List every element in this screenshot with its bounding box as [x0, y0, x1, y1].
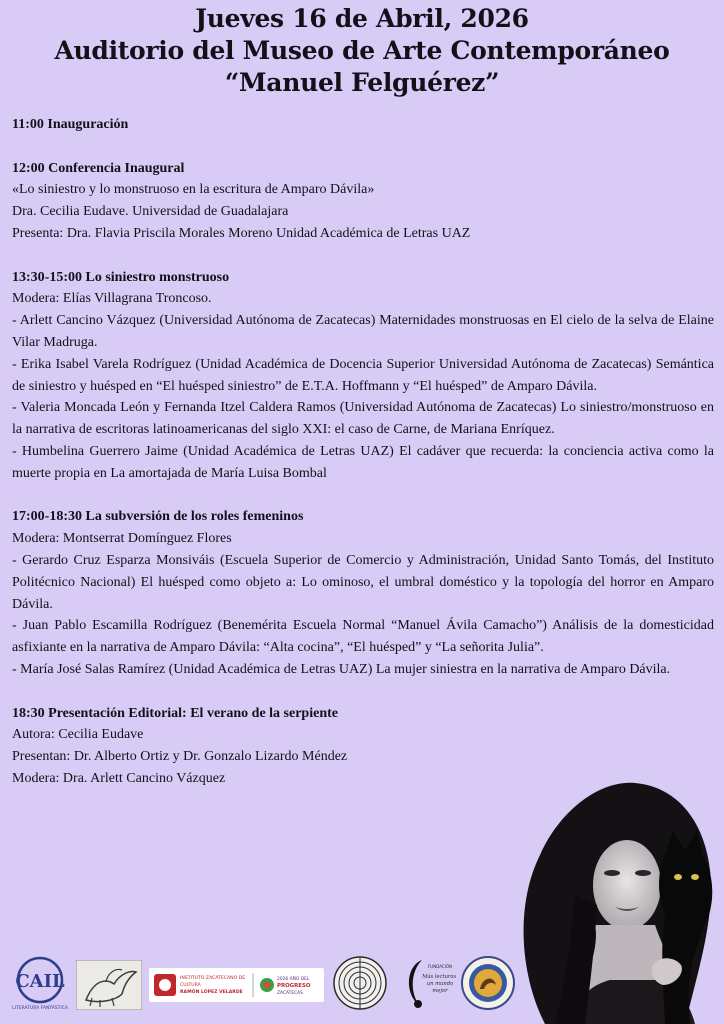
university-seal-logo [460, 955, 516, 1011]
program-section-subversion [12, 506, 714, 680]
literatura-caption: LITERATURA FANTÁSTICA [12, 1006, 68, 1011]
instituto-zacatecano-logo [149, 968, 324, 1002]
instituto-line2: CULTURA [180, 983, 201, 988]
labyrinth-logo [332, 955, 388, 1011]
fundacion-line4: mejor [432, 988, 448, 994]
instituto-line1: INSTITUTO ZACATECANO DE [180, 976, 246, 981]
section-title: 11:00 Inauguración [12, 117, 129, 132]
event-venue: Auditorio del Museo de Arte Contemporáneo [54, 36, 670, 65]
program [12, 114, 714, 812]
literatura-fantastica-logo [8, 956, 72, 1012]
instituto-line3: RAMÓN LÓPEZ VELARDE [180, 990, 243, 995]
program-line: Modera: Montserrat Domínguez Flores [12, 531, 232, 547]
author-portrait [515, 775, 724, 1024]
program-line: Autora: Cecilia Eudave [12, 727, 144, 743]
literatura-mark: CAIL [15, 971, 65, 992]
fundacion-line1: FUNDACIÓN [427, 964, 453, 969]
progreso-line1: 2026 AÑO DEL [277, 977, 310, 982]
pegasus-logo [76, 960, 142, 1010]
program-line: - María José Salas Ramírez (Unidad Académica de Letras UAZ) La mujer siniestra en la narrativa de Amparo Dávila. [12, 661, 671, 677]
event-header [0, 0, 724, 99]
section-title: 17:00-18:30 La subversión de los roles femeninos [12, 509, 304, 525]
section-title: 12:00 Conferencia Inaugural [12, 160, 185, 176]
fundacion-line2: Más lecturas, [422, 974, 456, 980]
program-line: Presentan: Dr. Alberto Ortiz y Dr. Gonzalo Lizardo Méndez [12, 749, 348, 765]
sponsor-logos [8, 950, 518, 1016]
section-title: 18:30 Presentación Editorial: El verano de la serpiente [12, 705, 338, 721]
progreso-line3: ZACATECAS [277, 991, 303, 996]
program-section-inauguracion [12, 114, 714, 136]
program-line: Modera: Elías Villagrana Troncoso. [12, 291, 212, 307]
section-title: 13:30-15:00 Lo siniestro monstruoso [12, 269, 230, 285]
program-line: - Arlett Cancino Vázquez (Universidad Autónoma de Zacatecas) Maternidades monstruosas en El cielo de la selva de Elaine Vilar Madruga. [12, 313, 714, 350]
program-line: - Humbelina Guerrero Jaime (Unidad Académica de Letras UAZ) El cadáver que recuerda: la conciencia activa como la muerte propia en La amortajada de María Luisa Bombal [12, 443, 714, 481]
event-date: Jueves 16 de Abril, 2026 [195, 4, 529, 33]
program-line: - Erika Isabel Varela Rodríguez (Unidad Académica de Docencia Superior Universidad Autónoma de Zacatecas) Semántica de siniestro y huésped en “El huésped siniestro” de E.T.A. Hoffmann y “El huésped” de Amparo Dávila. [12, 356, 714, 394]
program-section-conferencia [12, 158, 714, 245]
program-line: - Juan Pablo Escamilla Rodríguez (Benemérita Escuela Normal “Manuel Ávila Camacho”) Análisis de la domesticidad asfixiante en la narrativa de Amparo Dávila: “Alta cocina”, “El huésped” y “La señorita Julia”. [12, 618, 714, 656]
program-line: Presenta: Dra. Flavia Priscila Morales Moreno Unidad Académica de Letras UAZ [12, 225, 471, 241]
program-line: «Lo siniestro y lo monstruoso en la escritura de Amparo Dávila» [12, 182, 375, 198]
program-line: Dra. Cecilia Eudave. Universidad de Guadalajara [12, 204, 289, 220]
fundacion-logo [400, 954, 456, 1012]
event-venue-name: “Manuel Felguérez” [224, 68, 500, 97]
program-line: - Gerardo Cruz Esparza Monsiváis (Escuela Superior de Comercio y Administración, Unidad Santo Tomás, del Instituto Politécnico Nacional) El huésped como objeto a: Lo ominoso, el umbral doméstico y la topología del horror en Amparo Dávila. [12, 552, 714, 612]
fundacion-line3: un mundo [426, 981, 454, 987]
program-line: Modera: Dra. Arlett Cancino Vázquez [12, 770, 226, 786]
program-line: - Valeria Moncada León y Fernanda Itzel Caldera Ramos (Universidad Autónoma de Zacatecas) Lo siniestro/monstruoso en la narrativa de escritoras latinoamericanas del siglo XXI: el caso de Carne, de Mariana Enríquez. [12, 400, 714, 438]
progreso-line2: PROGRESO [277, 983, 311, 989]
program-section-siniestro [12, 267, 714, 485]
